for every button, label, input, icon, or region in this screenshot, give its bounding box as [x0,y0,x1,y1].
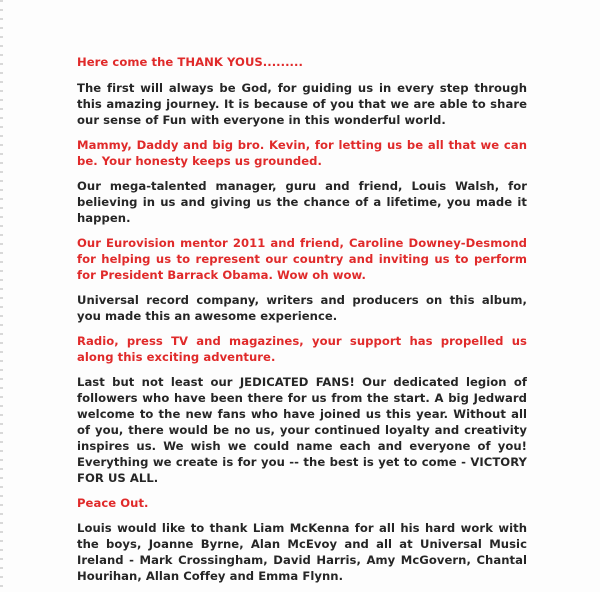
page-edge-perforation [0,0,3,592]
paragraph-eurovision-mentor: Our Eurovision mentor 2011 and friend, Caroline Downey-Desmond for helping us to represent our country and inviting us to perform for President Barrack Obama. Wow oh wow. [77,236,527,282]
paragraph-peace-out: Peace Out. [77,496,149,510]
paragraph-god: The first will always be God, for guiding us in every step through this amazing journey. It is because of you that we are able to share our sense of Fun with everyone in this wonderful world. [77,81,527,127]
paragraph-family: Mammy, Daddy and big bro. Kevin, for letting us be all that we can be. Your honesty keeps us grounded. [77,138,527,168]
paragraph-manager: Our mega-talented manager, guru and friend, Louis Walsh, for believing in us and giving us the chance of a lifetime, you made it happen. [77,179,527,225]
paragraph-louis-thanks: Louis would like to thank Liam McKenna for all his hard work with the boys, Joanne Byrne, Alan McEvoy and all at Universal Music Ireland - Mark Crossingham, David Harris, Amy McGovern, Chantal Hourihan, Allan Coffey and Emma Flynn. [77,521,527,583]
paragraph-media: Radio, press TV and magazines, your support has propelled us along this exciting adventure. [77,334,527,364]
thank-you-text-block [77,54,527,593]
paragraph-record-company: Universal record company, writers and producers on this album, you made this an awesome experience. [77,293,527,323]
heading-thank-yous: Here come the THANK YOUS......... [77,55,303,69]
paragraph-fans: Last but not least our JEDICATED FANS! Our dedicated legion of followers who have been there for us from the start. A big Jedward welcome to the new fans who have joined us this year. Without all of you, there would be no us, your continued loyalty and creativity inspires us. We wish we could name each and everyone of you! Everything we create is for you -- the best is yet to come - VICTORY FOR US ALL. [77,375,527,485]
